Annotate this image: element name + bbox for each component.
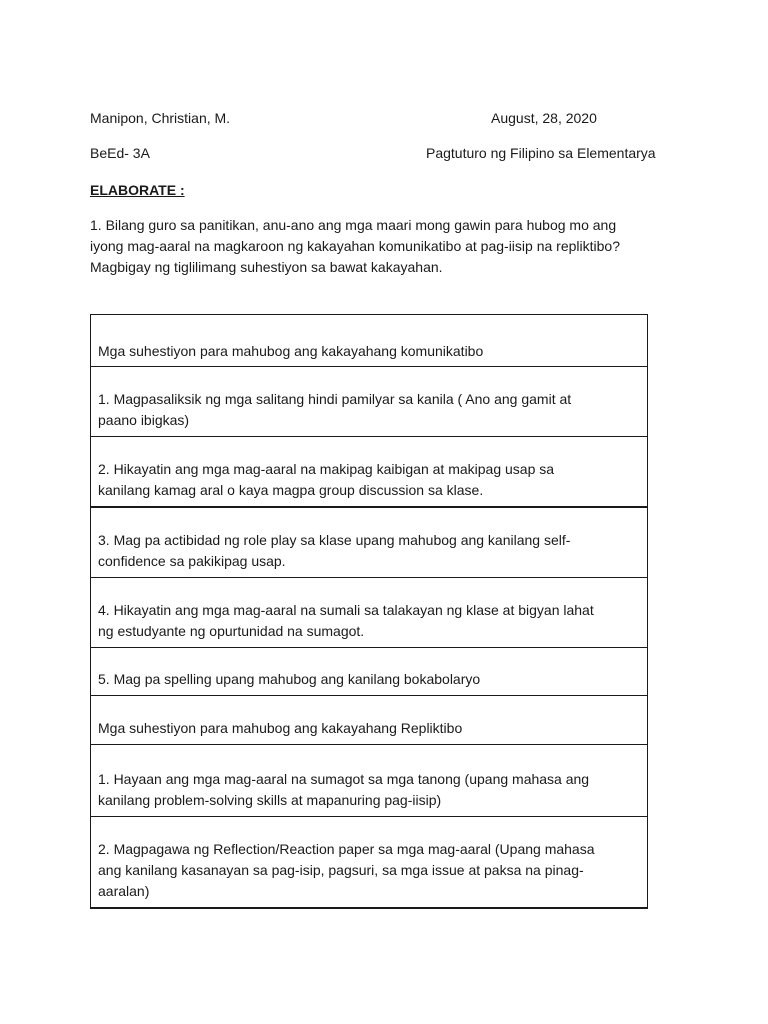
student-section: BeEd- 3A: [90, 145, 150, 161]
question-line: Magbigay ng tiglilimang suhestiyon sa bawat kakayahan.: [90, 259, 443, 275]
suggestion-line: aaralan): [98, 883, 150, 899]
suggestion-cell: [91, 817, 648, 909]
question-text: [90, 215, 670, 278]
suggestion-line: confidence sa pakikipag usap.: [98, 553, 286, 569]
suggestion-line: paano ibigkas): [98, 412, 190, 428]
repliktibo-header-cell: [91, 696, 648, 745]
table-row: [91, 817, 648, 909]
table-row: [91, 315, 648, 367]
suggestion-cell: [91, 507, 648, 578]
suggestion-cell: [91, 578, 648, 648]
suggestion-cell: [91, 745, 648, 817]
suggestion-line: 3. Mag pa actibidad ng role play sa klase upang mahubog ang kanilang self-: [98, 532, 571, 548]
suggestion-line: kanilang kamag aral o kaya magpa group discussion sa klase.: [98, 482, 484, 498]
question-line: iyong mag-aaral na magkaroon ng kakayahan komunikatibo at pag-iisip na repliktibo?: [90, 238, 620, 254]
repliktibo-header: Mga suhestiyon para mahubog ang kakayahang Repliktibo: [98, 720, 463, 736]
suggestion-line: 1. Magpasaliksik ng mga salitang hindi pamilyar sa kanila ( Ano ang gamit at: [98, 391, 572, 407]
suggestion-line: ng estudyante ng opurtunidad na sumagot.: [98, 623, 365, 639]
section-heading: ELABORATE :: [90, 182, 185, 198]
table-row: [91, 578, 648, 648]
course-title: Pagtuturo ng Filipino sa Elementarya: [426, 145, 656, 161]
student-name: Manipon, Christian, M.: [90, 110, 231, 126]
suggestion-line: 2. Hikayatin ang mga mag-aaral na makipag kaibigan at makipag usap sa: [98, 461, 555, 477]
komunikatibo-header-cell: [91, 315, 648, 367]
table-row: [91, 648, 648, 696]
suggestion-line: ang kanilang kasanayan sa pag-isip, pagsuri, sa mga issue at paksa na pinag-: [98, 862, 584, 878]
suggestions-table: [90, 314, 648, 909]
komunikatibo-header: Mga suhestiyon para mahubog ang kakayahang komunikatibo: [98, 343, 484, 359]
suggestion-line: kanilang problem-solving skills at mapanuring pag-iisip): [98, 792, 442, 808]
suggestion-cell: [91, 648, 648, 696]
suggestion-line: 5. Mag pa spelling upang mahubog ang kanilang bokabolaryo: [98, 671, 481, 687]
table-row: [91, 745, 648, 817]
question-line: 1. Bilang guro sa panitikan, anu-ano ang mga maari mong gawin para hubog mo ang: [90, 217, 617, 233]
suggestion-cell: [91, 437, 648, 508]
table-row: [91, 437, 648, 508]
table-row: [91, 367, 648, 437]
table-row: [91, 696, 648, 745]
submission-date: August, 28, 2020: [491, 110, 597, 126]
table-row: [91, 507, 648, 578]
suggestion-line: 1. Hayaan ang mga mag-aaral na sumagot sa mga tanong (upang mahasa ang: [98, 771, 590, 787]
suggestion-cell: [91, 367, 648, 437]
suggestion-line: 2. Magpagawa ng Reflection/Reaction paper sa mga mag-aaral (Upang mahasa: [98, 841, 595, 857]
suggestion-line: 4. Hikayatin ang mga mag-aaral na sumali sa talakayan ng klase at bigyan lahat: [98, 602, 594, 618]
